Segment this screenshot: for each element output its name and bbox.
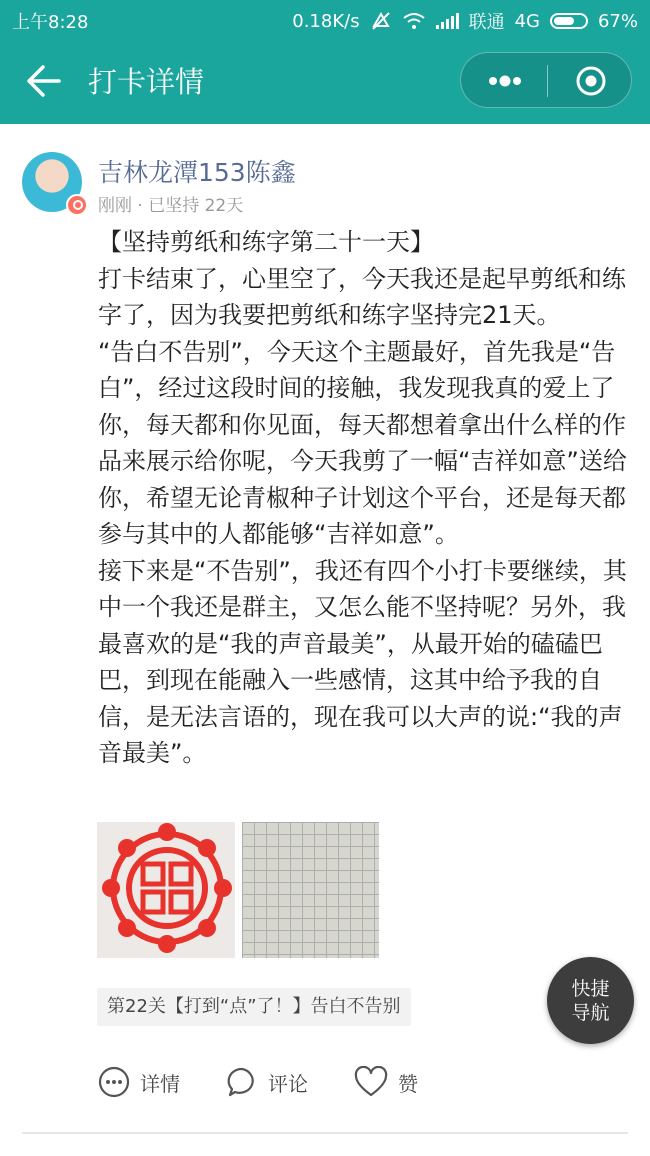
post-paragraph: 打卡结束了，心里空了，今天我还是起早剪纸和练字了，因为我要把剪纸和练字坚持完21天。 [98,264,626,329]
like-label: 赞 [398,1071,418,1096]
detail-button[interactable] [98,1066,180,1098]
post-paragraph: 接下来是“不告别”，我还有四个小打卡要继续，其中一个我还是群主，又怎么能不坚持呢？另外，我最喜欢的是“我的声音最美”，从最开始的磕磕巴巴，到现在能融入一些感情，这其中给予我的自信，是无法言语的，现在我可以大声的说:“我的声音最美”。 [98,556,627,767]
post-content [98,224,634,772]
detail-label: 详情 [140,1071,180,1096]
heart-icon [354,1066,388,1098]
close-miniprogram-icon[interactable] [575,65,607,97]
avatar-badge-icon [66,194,88,216]
calligraphy-grid [242,822,379,958]
carrier: 联通 [468,12,505,33]
divider [22,1132,628,1134]
more-circle-icon [98,1066,130,1098]
wifi-icon [402,12,426,30]
comment-button[interactable] [226,1066,308,1098]
status-bar [0,0,650,38]
post-meta: 刚刚 · 已坚持 22天 [98,196,244,216]
battery-icon [550,13,588,29]
status-right [292,8,638,34]
action-bar [98,1066,464,1098]
quick-nav-line1: 快捷 [571,978,610,1000]
comment-label: 评论 [268,1071,308,1096]
calligraphy-photo[interactable] [242,822,379,958]
paper-cut-photo[interactable] [97,822,235,958]
quick-nav-line2: 导航 [571,1002,610,1024]
topic-tag[interactable]: 第22关【打到“点”了！】告白不告别 [97,988,411,1026]
network-type: 4G [514,10,540,32]
like-button[interactable] [354,1066,418,1098]
post-paragraph: “告白不告别”，今天这个主题最好，首先我是“告白”，经过这段时间的接触，我发现我真的爱上了你，每天都和你见面，每天都想着拿出什么样的作品来展示给你呢，今天我剪了一幅“吉祥如意”送给你，希望无论青椒种子计划这个平台，还是每天都参与其中的人都能够“吉祥如意”。 [98,337,627,548]
quick-nav-button[interactable] [547,957,634,1044]
comment-icon [226,1066,258,1098]
signal-icon [436,13,459,29]
app-bar [0,38,650,124]
back-arrow-icon[interactable] [26,64,62,98]
network-speed: 0.18K/s [292,10,360,32]
mini-program-capsule [460,52,632,108]
battery-percent: 67% [597,10,638,32]
more-icon[interactable] [485,69,525,93]
status-time: 上午8:28 [12,12,89,33]
capsule-divider [547,65,548,97]
vibrate-icon [370,11,392,31]
page-title: 打卡详情 [88,65,205,99]
username[interactable]: 吉林龙潭153陈鑫 [98,158,296,187]
post-paragraph: 【坚持剪纸和练字第二十一天】 [98,228,434,256]
paper-cut-image [97,822,235,958]
